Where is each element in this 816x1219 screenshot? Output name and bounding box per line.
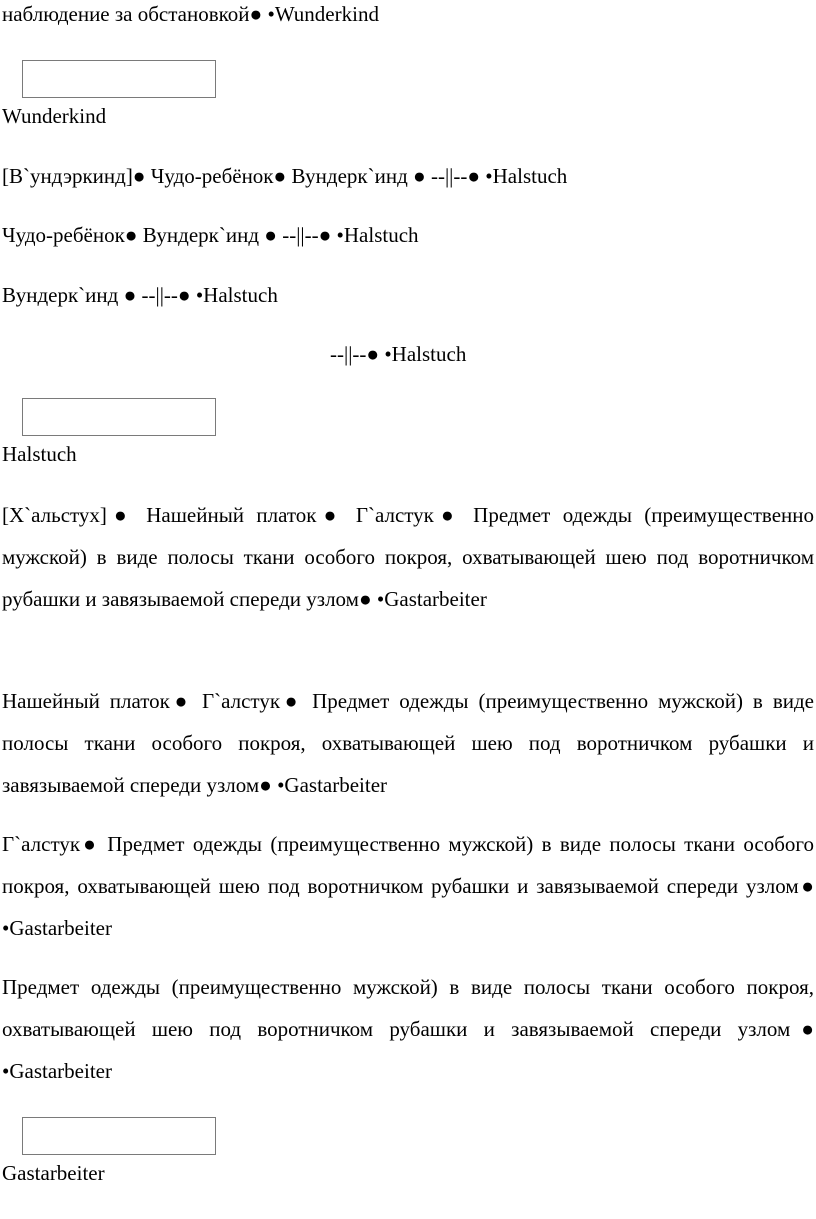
text-line-observation: наблюдение за обстановкой● •Wunderkind — [2, 2, 379, 26]
image-placeholder-box — [22, 398, 216, 436]
paragraph-halstuch-full: [Х`альстух]● Нашейный платок● Г`алстук● Предмет одежды (преимущественно мужской) в виде полосы ткани особого покроя, охватывающей шею под воротничком рубашки и завязываемой спереди узлом● •Gastarbeiter — [2, 503, 814, 611]
text-line-centered: --||--● •Halstuch — [330, 342, 467, 366]
paragraph-halstuch-galstuk: Г`алстук● Предмет одежды (преимущественно мужской) в виде полосы ткани особого покроя, охватывающей шею под воротничком рубашки и завязываемой спереди узлом● •Gastarbeiter — [2, 832, 814, 940]
heading-halstuch: Halstuch — [2, 442, 77, 466]
heading-gastarbeiter: Gastarbeiter — [2, 1161, 105, 1185]
text-line-wunderkind-short: Чудо-ребёнок● Вундерк`инд ● --||--● •Halstuch — [2, 223, 419, 247]
heading-wunderkind: Wunderkind — [2, 104, 107, 128]
image-placeholder-box — [22, 1117, 216, 1155]
image-placeholder-box — [22, 60, 216, 98]
paragraph-halstuch-platok: Нашейный платок● Г`алстук● Предмет одежды (преимущественно мужской) в виде полосы ткани особого покроя, охватывающей шею под воротничком рубашки и завязываемой спереди узлом● •Gastarbeiter — [2, 689, 814, 797]
paragraph-halstuch-definition: Предмет одежды (преимущественно мужской) в виде полосы ткани особого покроя, охватывающей шею под воротничком рубашки и завязываемой спереди узлом● •Gastarbeiter — [2, 975, 814, 1083]
text-line-wunderkind-stress: Вундерк`инд ● --||--● •Halstuch — [2, 283, 278, 307]
text-line-wunderkind-full: [В`ундэркинд]● Чудо-ребёнок● Вундерк`инд ● --||--● •Halstuch — [2, 164, 568, 188]
